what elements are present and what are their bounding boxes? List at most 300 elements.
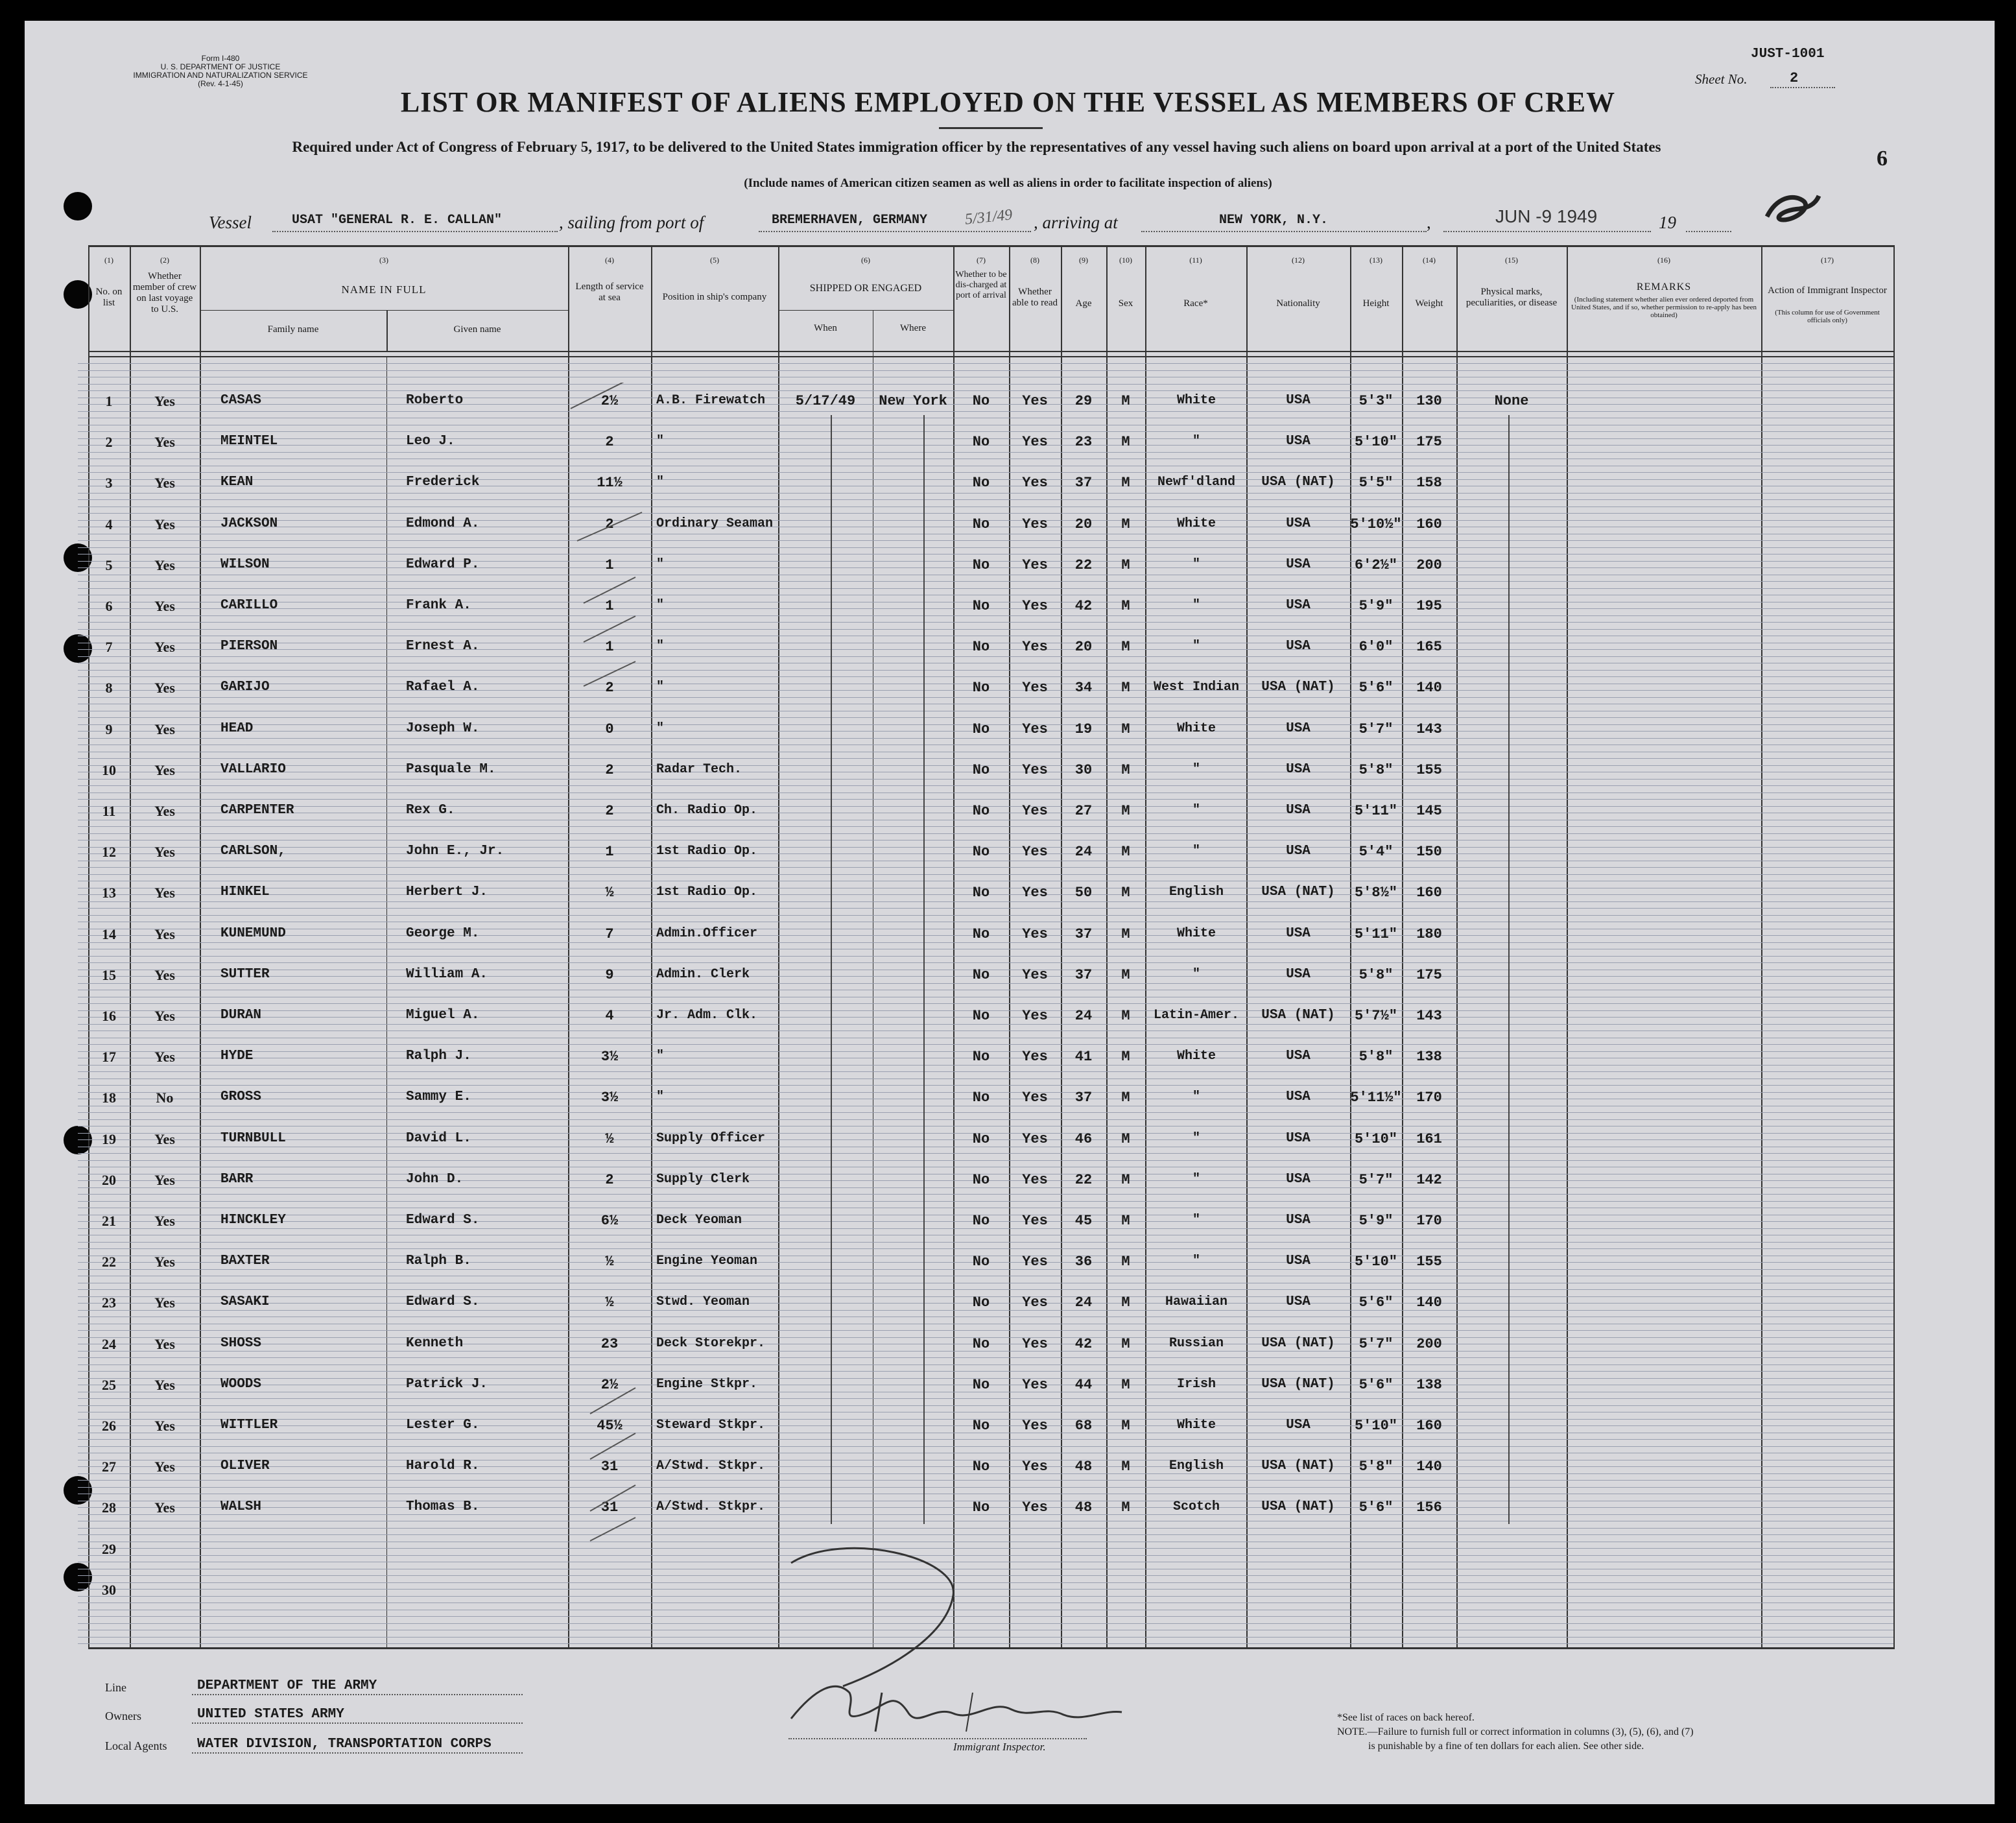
cell-disch: No: [972, 516, 990, 532]
cell-given: George M.: [406, 926, 480, 941]
cell-crew: Yes: [154, 393, 175, 409]
cell-race: White: [1176, 516, 1216, 531]
cell-disch: No: [972, 1213, 990, 1229]
cell-age: 24: [1074, 1008, 1093, 1024]
cell-weight: 130: [1416, 393, 1442, 409]
col-header-remarks: REMARKS: [1636, 281, 1692, 292]
cell-weight: 158: [1416, 475, 1442, 491]
cell-no: 22: [102, 1254, 116, 1270]
cell-weight: 155: [1416, 1254, 1442, 1270]
cell-given: Kenneth: [406, 1336, 464, 1351]
cell-age: 22: [1074, 557, 1093, 573]
cell-sex: M: [1121, 1459, 1130, 1475]
cell-height: 5'7": [1358, 721, 1393, 737]
cell-given: Edward S.: [406, 1294, 480, 1309]
cell-marks: None: [1494, 393, 1529, 409]
cell-service: 9: [605, 967, 614, 983]
cell-family: BARR: [220, 1172, 254, 1187]
cell-crew: Yes: [154, 434, 175, 450]
cell-age: 37: [1074, 475, 1093, 491]
cell-age: 45: [1074, 1213, 1093, 1229]
cell-nat: USA (NAT): [1261, 475, 1335, 490]
cell-disch: No: [972, 434, 990, 450]
cell-family: PIERSON: [220, 639, 278, 654]
cell-crew: Yes: [154, 762, 175, 778]
cell-family: JACKSON: [220, 516, 278, 531]
cell-race: Scotch: [1172, 1499, 1220, 1514]
cell-given: Rex G.: [406, 803, 455, 818]
cell-given: Edward P.: [406, 557, 480, 572]
cell-race: Newf'dland: [1157, 475, 1236, 490]
cell-sex: M: [1121, 762, 1130, 778]
cell-weight: 165: [1416, 639, 1442, 655]
footer-owners-value: UNITED STATES ARMY: [197, 1707, 344, 1722]
cell-age: 48: [1074, 1499, 1093, 1516]
cell-service: 3½: [600, 1090, 619, 1106]
cell-height: 5'11": [1354, 803, 1397, 819]
cell-weight: 160: [1416, 885, 1442, 901]
cell-weight: 170: [1416, 1090, 1442, 1106]
cell-age: 27: [1074, 803, 1093, 819]
cell-race: English: [1168, 1459, 1224, 1473]
cell-read: Yes: [1022, 1213, 1048, 1229]
cell-race: ": [1192, 434, 1200, 449]
col-header-marks: Physical marks, peculiarities, or disease: [1465, 287, 1558, 308]
cell-race: White: [1176, 926, 1216, 941]
cell-given: Joseph W.: [406, 721, 480, 736]
sailing-label: , sailing from port of: [559, 213, 704, 232]
cell-given: Edward S.: [406, 1213, 480, 1228]
col-header-action: Action of Immigrant Inspector: [1768, 285, 1887, 296]
manifest-subtitle: Required under Act of Congress of February 5, 1917, to be delivered to the United States immigration officer by the representatives of any vessel having such aliens on board upon arrival at a port of the United States: [292, 139, 1661, 155]
cell-race: Russian: [1168, 1336, 1224, 1351]
cell-no: 10: [102, 762, 116, 778]
cell-nat: USA: [1286, 1131, 1310, 1146]
cell-crew: Yes: [154, 516, 175, 532]
cell-given: Rafael A.: [406, 680, 480, 695]
manifest-subnote: (Include names of American citizen seamen as well as aliens in order to facilitate inspection of aliens): [744, 176, 1272, 190]
cell-disch: No: [972, 1008, 990, 1024]
cell-no: 27: [102, 1459, 116, 1475]
cell-given: Pasquale M.: [406, 762, 496, 777]
cell-given: Patrick J.: [406, 1377, 488, 1392]
col-num-4: (4): [605, 256, 614, 265]
cell-age: 68: [1074, 1418, 1093, 1434]
cell-service: 6½: [600, 1213, 619, 1229]
cell-disch: No: [972, 967, 990, 983]
cell-family: OLIVER: [220, 1459, 270, 1473]
cell-crew: Yes: [154, 844, 175, 860]
cell-family: WILSON: [220, 557, 270, 572]
form-revision: (Rev. 4-1-45): [198, 79, 243, 88]
cell-family: CARPENTER: [220, 803, 294, 818]
cell-height: 5'6": [1358, 1377, 1393, 1393]
cell-height: 5'8": [1358, 1049, 1393, 1065]
cell-read: Yes: [1022, 1499, 1048, 1516]
footer-agents-value: WATER DIVISION, TRANSPORTATION CORPS: [197, 1737, 492, 1752]
cell-where: New York: [879, 393, 947, 409]
cell-height: 5'9": [1358, 1213, 1393, 1229]
cell-height: 5'10": [1354, 1418, 1397, 1434]
cell-height: 5'5": [1358, 475, 1393, 491]
cell-race: ": [1192, 1213, 1200, 1228]
cell-age: 22: [1074, 1172, 1093, 1188]
col-header-position: Position in ship's company: [662, 292, 767, 302]
cell-read: Yes: [1022, 598, 1048, 614]
tally-marks: [564, 383, 648, 1550]
col-header-shipped: SHIPPED OR ENGAGED: [809, 283, 922, 294]
cell-weight: 155: [1416, 762, 1442, 778]
cell-disch: No: [972, 393, 990, 409]
cell-family: TURNBULL: [220, 1131, 286, 1146]
cell-position: ": [656, 475, 665, 490]
col-header-action-note: (This column for use of Government officials only): [1775, 309, 1880, 324]
col-header-read: Whether able to read: [1012, 287, 1058, 308]
cell-given: Herbert J.: [406, 885, 488, 900]
cell-height: 6'2½": [1354, 557, 1397, 573]
cell-weight: 180: [1416, 926, 1442, 942]
cell-weight: 195: [1416, 598, 1442, 614]
cell-service: 2: [605, 803, 614, 819]
cell-race: ": [1192, 1090, 1200, 1104]
cell-given: Frank A.: [406, 598, 471, 613]
cell-given: Roberto: [406, 393, 464, 408]
cell-weight: 175: [1416, 967, 1442, 983]
cell-nat: USA: [1286, 1254, 1310, 1269]
cell-race: Latin-Amer.: [1153, 1008, 1240, 1023]
cell-read: Yes: [1022, 1131, 1048, 1147]
cell-crew: Yes: [154, 475, 175, 491]
cell-sex: M: [1121, 1090, 1130, 1106]
cell-service: 2½: [600, 393, 619, 409]
cell-height: 5'6": [1358, 1294, 1393, 1311]
cell-position: ": [656, 639, 665, 654]
scribble-mark: [1764, 184, 1822, 230]
col-num-2: (2): [160, 256, 169, 265]
cell-race: ": [1192, 1172, 1200, 1187]
col-num-8: (8): [1030, 256, 1039, 265]
cell-height: 6'0": [1358, 639, 1393, 655]
cell-nat: USA: [1286, 1049, 1310, 1064]
col-num-10: (10): [1119, 256, 1132, 265]
cell-service: 0: [605, 721, 614, 737]
cell-family: WITTLER: [220, 1418, 278, 1433]
cell-age: 48: [1074, 1459, 1093, 1475]
cell-nat: USA: [1286, 967, 1310, 982]
cell-position: Deck Yeoman: [656, 1213, 742, 1228]
cell-no: 9: [105, 721, 113, 737]
cell-family: SHOSS: [220, 1336, 262, 1351]
cell-height: 5'10": [1354, 1254, 1397, 1270]
cell-disch: No: [972, 680, 990, 696]
cell-disch: No: [972, 557, 990, 573]
cell-weight: 150: [1416, 844, 1442, 860]
port-from: BREMERHAVEN, GERMANY: [772, 213, 928, 228]
cell-read: Yes: [1022, 1418, 1048, 1434]
cell-when: 5/17/49: [795, 393, 856, 409]
cell-disch: No: [972, 598, 990, 614]
cell-race: White: [1176, 1049, 1216, 1064]
cell-crew: Yes: [154, 1172, 175, 1188]
cell-height: 5'8": [1358, 967, 1393, 983]
cell-sex: M: [1121, 926, 1130, 942]
cell-position: Stwd. Yeoman: [656, 1294, 750, 1309]
cell-disch: No: [972, 721, 990, 737]
cell-disch: No: [972, 762, 990, 778]
cell-family: MEINTEL: [220, 434, 278, 449]
cell-no: 14: [102, 926, 116, 942]
cell-family: DURAN: [220, 1008, 262, 1023]
cell-service: 1: [605, 598, 614, 614]
cell-race: English: [1168, 885, 1224, 900]
col-header-race: Race*: [1183, 298, 1208, 309]
cell-position: Admin. Clerk: [656, 967, 750, 982]
cell-crew: Yes: [154, 885, 175, 901]
cell-no: 20: [102, 1172, 116, 1188]
cell-given: John D.: [406, 1172, 464, 1187]
cell-no: 23: [102, 1294, 116, 1311]
form-number: Form I-480: [201, 54, 240, 63]
cell-weight: 140: [1416, 680, 1442, 696]
cell-position: 1st Radio Op.: [656, 885, 758, 900]
cell-sex: M: [1121, 557, 1130, 573]
cell-crew: Yes: [154, 1336, 175, 1352]
cell-crew: Yes: [154, 598, 175, 614]
cell-sex: M: [1121, 1499, 1130, 1516]
cell-weight: 156: [1416, 1499, 1442, 1516]
cell-disch: No: [972, 639, 990, 655]
cell-nat: USA: [1286, 803, 1310, 818]
cell-given: William A.: [406, 967, 488, 982]
cell-nat: USA: [1286, 1213, 1310, 1228]
cell-disch: No: [972, 885, 990, 901]
cell-race: Hawaiian: [1165, 1294, 1227, 1309]
cell-family: GARIJO: [220, 680, 270, 695]
cell-sex: M: [1121, 1049, 1130, 1065]
col-header-height: Height: [1362, 298, 1390, 309]
cell-race: ": [1192, 1131, 1200, 1146]
cell-given: Miguel A.: [406, 1008, 480, 1023]
cell-service: 2: [605, 762, 614, 778]
cell-position: ": [656, 1049, 665, 1064]
cell-read: Yes: [1022, 1377, 1048, 1393]
manifest-title: LIST OR MANIFEST OF ALIENS EMPLOYED ON THE VESSEL AS MEMBERS OF CREW: [400, 86, 1616, 118]
port-to: NEW YORK, N.Y.: [1219, 213, 1329, 228]
cell-crew: Yes: [154, 1049, 175, 1065]
cell-family: HYDE: [220, 1049, 254, 1064]
cell-family: CASAS: [220, 393, 262, 408]
cell-given: Edmond A.: [406, 516, 480, 531]
cell-read: Yes: [1022, 1254, 1048, 1270]
cell-weight: 161: [1416, 1131, 1442, 1147]
cell-read: Yes: [1022, 762, 1048, 778]
cell-family: KUNEMUND: [220, 926, 286, 941]
cell-family: HEAD: [220, 721, 254, 736]
cell-sex: M: [1121, 393, 1130, 409]
cell-position: A/Stwd. Stkpr.: [656, 1459, 766, 1473]
cell-nat: USA: [1286, 1418, 1310, 1433]
cell-race: White: [1176, 393, 1216, 408]
col-header-no: No. on list: [95, 287, 123, 308]
cell-read: Yes: [1022, 967, 1048, 983]
col-num-14: (14): [1423, 256, 1436, 265]
cell-family: CARILLO: [220, 598, 278, 613]
cell-position: Supply Officer: [656, 1131, 766, 1146]
cell-disch: No: [972, 1499, 990, 1516]
cell-family: CARLSON,: [220, 844, 286, 859]
cell-age: 46: [1074, 1131, 1093, 1147]
cell-no: 3: [105, 475, 113, 491]
cell-age: 44: [1074, 1377, 1093, 1393]
cell-nat: USA: [1286, 762, 1310, 777]
cell-given: Lester G.: [406, 1418, 480, 1433]
col-header-nationality: Nationality: [1276, 298, 1320, 309]
cell-weight: 200: [1416, 557, 1442, 573]
col-num-15: (15): [1505, 256, 1518, 265]
cell-crew: Yes: [154, 803, 175, 819]
cell-race: ": [1192, 557, 1200, 572]
cell-read: Yes: [1022, 885, 1048, 901]
cell-sex: M: [1121, 1377, 1130, 1393]
cell-given: Ralph B.: [406, 1254, 471, 1269]
footer-owners-label: Owners: [105, 1710, 141, 1722]
cell-given: Ralph J.: [406, 1049, 471, 1064]
cell-family: KEAN: [220, 475, 254, 490]
cell-read: Yes: [1022, 1090, 1048, 1106]
cell-position: ": [656, 1090, 665, 1104]
col-num-5: (5): [710, 256, 719, 265]
cell-family: VALLARIO: [220, 762, 286, 777]
cell-position: ": [656, 598, 665, 613]
cell-race: ": [1192, 762, 1200, 777]
cell-no: 13: [102, 885, 116, 901]
cell-read: Yes: [1022, 844, 1048, 860]
cell-disch: No: [972, 1294, 990, 1311]
sheet-number: 2: [1790, 70, 1799, 86]
cell-crew: Yes: [154, 1459, 175, 1475]
col-num-16: (16): [1657, 256, 1670, 265]
col-header-where: Where: [900, 323, 926, 333]
cell-crew: Yes: [154, 1131, 175, 1147]
cell-given: Harold R.: [406, 1459, 480, 1473]
cell-age: 42: [1074, 1336, 1093, 1352]
cell-height: 5'11½": [1350, 1090, 1402, 1106]
cell-nat: USA: [1286, 434, 1310, 449]
cell-no: 25: [102, 1377, 116, 1393]
sheet-label: Sheet No.: [1695, 71, 1748, 87]
cell-position: Ch. Radio Op.: [656, 803, 758, 818]
cell-read: Yes: [1022, 639, 1048, 655]
cell-height: 5'11": [1354, 926, 1397, 942]
cell-position: 1st Radio Op.: [656, 844, 758, 859]
cell-nat: USA (NAT): [1261, 885, 1335, 900]
cell-age: 37: [1074, 967, 1093, 983]
cell-disch: No: [972, 844, 990, 860]
cell-read: Yes: [1022, 1294, 1048, 1311]
cell-family: SUTTER: [220, 967, 270, 982]
cell-read: Yes: [1022, 1459, 1048, 1475]
cell-age: 29: [1074, 393, 1093, 409]
cell-sex: M: [1121, 639, 1130, 655]
cell-sex: M: [1121, 885, 1130, 901]
cell-service: 31: [600, 1459, 619, 1475]
cell-no: 21: [102, 1213, 116, 1229]
cell-crew: Yes: [154, 1213, 175, 1229]
cell-read: Yes: [1022, 475, 1048, 491]
cell-no: 16: [102, 1008, 116, 1024]
form-department: U. S. DEPARTMENT OF JUSTICE: [160, 62, 281, 71]
cell-no: 2: [105, 434, 113, 450]
year-label: 19: [1659, 213, 1676, 232]
col-header-age: Age: [1075, 298, 1092, 309]
col-header-given: Given name: [453, 324, 501, 335]
col-header-weight: Weight: [1415, 298, 1443, 309]
cell-sex: M: [1121, 1131, 1130, 1147]
cell-family: GROSS: [220, 1090, 262, 1104]
cell-weight: 200: [1416, 1336, 1442, 1352]
cell-service: 2: [605, 1172, 614, 1188]
cell-race: ": [1192, 639, 1200, 654]
cell-nat: USA (NAT): [1261, 1336, 1335, 1351]
cell-sex: M: [1121, 434, 1130, 450]
cell-height: 5'7": [1358, 1336, 1393, 1352]
cell-height: 5'7": [1358, 1172, 1393, 1188]
cell-nat: USA (NAT): [1261, 1499, 1335, 1514]
cell-position: Engine Stkpr.: [656, 1377, 758, 1392]
cell-race: West Indian: [1153, 680, 1240, 695]
vessel-label: Vessel: [209, 213, 252, 232]
cell-family: WOODS: [220, 1377, 262, 1392]
cell-given: John E., Jr.: [406, 844, 504, 859]
cell-race: White: [1176, 1418, 1216, 1433]
col-header-remarks-note: (Including statement whether alien ever ordered deported from United States, and if so, whether permission to re-apply has been obtained): [1571, 296, 1757, 319]
cell-crew: No: [156, 1090, 174, 1106]
cell-height: 5'6": [1358, 680, 1393, 696]
cell-weight: 142: [1416, 1172, 1442, 1188]
cell-sex: M: [1121, 1172, 1130, 1188]
cell-race: Irish: [1176, 1377, 1216, 1392]
cell-weight: 143: [1416, 1008, 1442, 1024]
cell-age: 24: [1074, 1294, 1093, 1311]
cell-height: 5'10½": [1350, 516, 1402, 532]
col-num-7: (7): [977, 256, 986, 265]
cell-position: Radar Tech.: [656, 762, 742, 777]
form-code: JUST-1001: [1751, 47, 1825, 62]
cell-position: A/Stwd. Stkpr.: [656, 1499, 766, 1514]
footer-line-value: DEPARTMENT OF THE ARMY: [197, 1678, 377, 1693]
cell-service: 4: [605, 1008, 614, 1024]
cell-no: 18: [102, 1090, 116, 1106]
cell-sex: M: [1121, 1213, 1130, 1229]
cell-weight: 143: [1416, 721, 1442, 737]
cell-crew: Yes: [154, 1377, 175, 1393]
date-stamp: JUN -9 1949: [1495, 206, 1598, 226]
cell-crew: Yes: [154, 680, 175, 696]
cell-read: Yes: [1022, 434, 1048, 450]
cell-weight: 175: [1416, 434, 1442, 450]
cell-no: 8: [105, 680, 113, 696]
cell-read: Yes: [1022, 393, 1048, 409]
footer-note-1: *See list of races on back hereof.: [1337, 1712, 1475, 1723]
cell-age: 42: [1074, 598, 1093, 614]
cell-height: 5'8": [1358, 1459, 1393, 1475]
cell-sex: M: [1121, 1294, 1130, 1311]
cell-given: Ernest A.: [406, 639, 480, 654]
cell-crew: Yes: [154, 1294, 175, 1311]
cell-weight: 145: [1416, 803, 1442, 819]
vessel-name: USAT "GENERAL R. E. CALLAN": [292, 213, 503, 228]
cell-nat: USA: [1286, 1172, 1310, 1187]
